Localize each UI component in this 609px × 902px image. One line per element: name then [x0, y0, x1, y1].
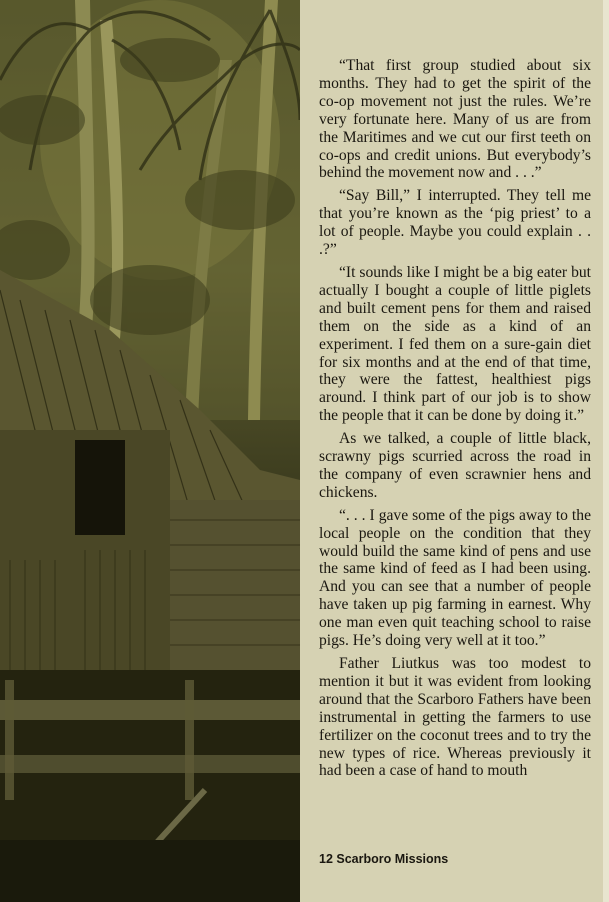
- paragraph: As we talked, a couple of little black, scrawny pigs scurried across the road in the company of even scrawnier hens and chickens.: [319, 430, 591, 501]
- photo-illustration: [0, 0, 300, 902]
- article-body: [319, 57, 591, 785]
- paragraph: “Say Bill,” I interrupted. They tell me that you’re known as the ‘pig priest’ to a lot of people. Maybe you could explain . . .?”: [319, 187, 591, 259]
- paragraph: “That first group studied about six months. They had to get the spirit of the co-op movement not just the rules. We’re very fortunate here. Many of us are from the Maritimes and we cut our first teeth on co-ops and credit unions. But everybody’s behind the movement now and . . .”: [319, 57, 591, 182]
- publication-name: Scarboro Missions: [336, 852, 449, 866]
- paragraph: Father Liutkus was too modest to mention it but it was evident from looking around that the Scarboro Fathers have been instrumental in getting the farmers to use fertilizer on the coconut trees and to try the new types of rice. Whereas previously it had been a case of hand to mouth: [319, 655, 591, 780]
- paragraph: “It sounds like I might be a big eater but actually I bought a couple of little piglets and built cement pens for them and raised them on the side as a kind of an experiment. I fed them on a sure-gain diet for six months and at the end of that time, they were the fattest, healthiest pigs around. I think part of our job is to show the people that it can be done by doing it.”: [319, 263, 591, 425]
- text-column: [300, 0, 609, 902]
- page-number: 12: [319, 852, 333, 866]
- page-footer: [319, 852, 448, 866]
- paragraph: “. . . I gave some of the pigs away to the local people on the condition that they would build the same kind of pens and use the same kind of feed as I had been using. And you can see that a number of people have taken up pig farming in earnest. Why one man even quit teaching school to raise pigs. He’s doing very well at it too.”: [319, 506, 591, 650]
- photo-thatched-hut-palms: [0, 0, 300, 902]
